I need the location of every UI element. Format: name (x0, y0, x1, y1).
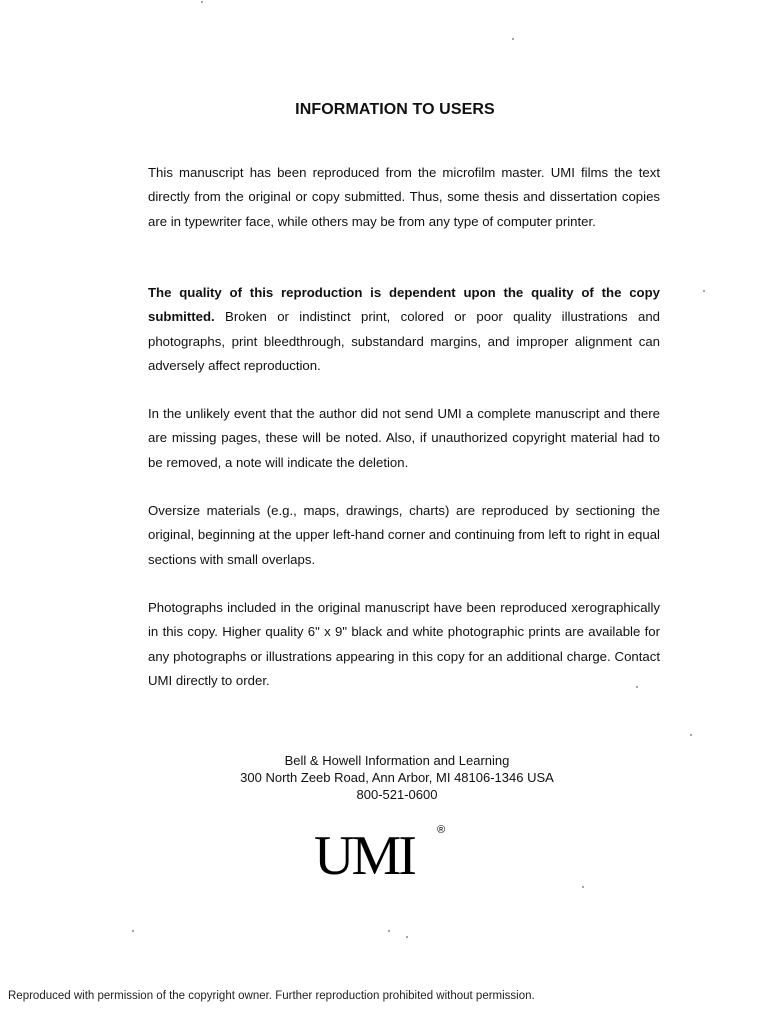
publisher-address: 300 North Zeeb Road, Ann Arbor, MI 48106-1346 USA (240, 770, 554, 785)
scan-speck (132, 930, 134, 932)
paragraph-photographs: Photographs included in the original manuscript have been reproduced xerographically in this copy. Higher quality 6" x 9" black and white photographic prints are available for any photographs or illustrations appearing in this copy for an additional charge. Contact UMI directly to order. (148, 600, 660, 688)
scan-speck (201, 1, 203, 3)
publisher-address-block (0, 752, 768, 803)
paragraph-quality-emphasis: The quality of this reproduction is dependent upon the quality of the copy submitted. (148, 285, 660, 325)
paragraph-quality-rest: Broken or indistinct print, colored or poor quality illustrations and photographs, print bleedthrough, substandard margins, and improper alignment can adversely affect reproduction. (148, 309, 660, 373)
paragraph-missing-pages: In the unlikely event that the author did not send UMI a complete manuscript and there are missing pages, these will be noted. Also, if unauthorized copyright material had to be removed, a note will indicate the deletion. (148, 406, 660, 470)
publisher-name: Bell & Howell Information and Learning (284, 753, 510, 768)
scan-speck (512, 38, 514, 40)
scan-speck (690, 734, 692, 736)
scan-speck (636, 686, 638, 688)
scan-speck (388, 930, 390, 932)
permission-footer: Reproduced with permission of the copyright owner. Further reproduction prohibited without permission. (8, 990, 535, 1002)
umi-logo-text: UMI (314, 825, 414, 887)
scan-speck (406, 936, 408, 938)
paragraph-quality (148, 281, 660, 378)
scan-speck (582, 886, 584, 888)
publisher-phone: 800-521-0600 (356, 787, 438, 802)
page-title: INFORMATION TO USERS (295, 101, 495, 118)
umi-logo (314, 826, 454, 896)
paragraph-oversize-materials: Oversize materials (e.g., maps, drawings, charts) are reproduced by sectioning the original, beginning at the upper left-hand corner and continuing from left to right in equal sections with small overlaps. (148, 503, 660, 567)
scan-speck (703, 290, 705, 292)
paragraph-reproduction-source: This manuscript has been reproduced from the microfilm master. UMI films the text directly from the original or copy submitted. Thus, some thesis and dissertation copies are in typewriter face, while others may be from any type of computer printer. (148, 165, 660, 229)
registered-mark-icon: ® (437, 824, 446, 836)
